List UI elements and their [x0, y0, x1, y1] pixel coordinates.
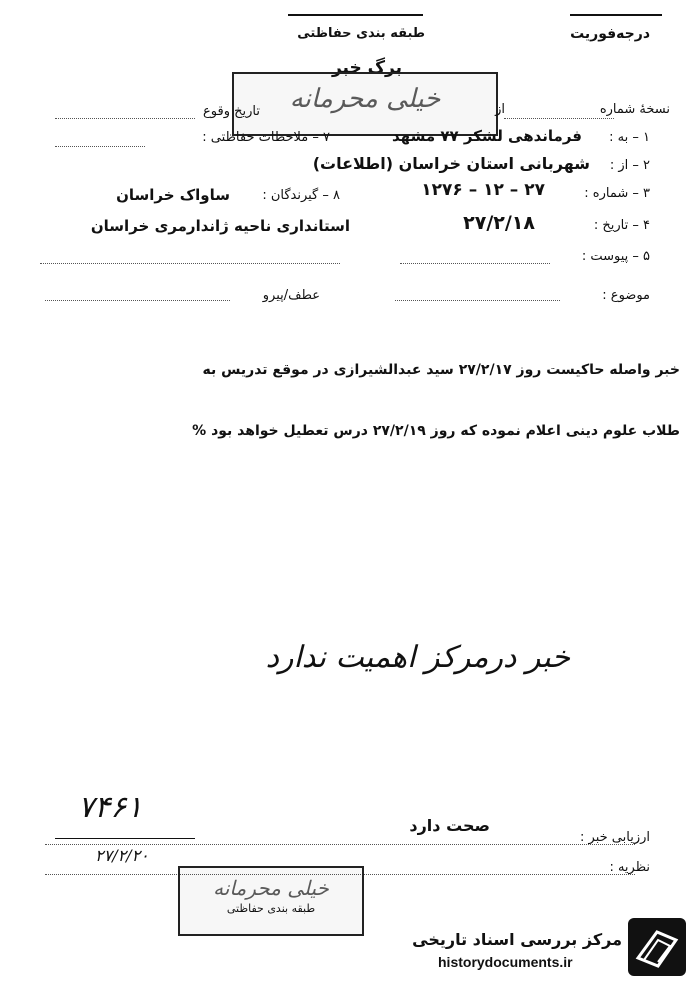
handwritten-initials: ۲۷/۲/۲۰: [95, 846, 149, 865]
reference-line: [45, 300, 230, 301]
attachment-line-left: [40, 263, 340, 264]
from-label: ۲ – از :: [609, 158, 650, 173]
watermark-logo-icon: [628, 918, 686, 976]
reference-label: عطف/پیرو: [262, 288, 320, 303]
stamp-bottom-text: خیلی محرمانه: [213, 876, 329, 900]
date-value: ۲۷/۲/۱۸: [463, 212, 535, 234]
attachment-line: [400, 263, 550, 264]
classification-stamp-bottom: [178, 866, 364, 936]
subject-label: موضوع :: [602, 288, 650, 303]
security-notes-line: [55, 146, 145, 147]
number-value: ۲۷ – ۱۲ – ۱۲۷۶: [421, 180, 545, 200]
copy-number-prefix: از: [495, 102, 505, 117]
classification-label: طبقه بندی حفاظتی: [297, 26, 425, 41]
handwritten-note: خبر درمرکز اهمیت ندارد: [265, 640, 570, 675]
book-logo-icon: [628, 918, 686, 976]
urgency-label: درجه‌فوریت: [570, 26, 650, 42]
top-rule-right: [570, 14, 662, 16]
date-of-event-line: [55, 118, 195, 119]
evaluation-line: [45, 844, 635, 845]
watermark-site: historydocuments.ir: [438, 954, 573, 970]
opinion-label: نظریه :: [609, 860, 650, 875]
stamp-top-text: خیلی محرمانه: [289, 84, 441, 114]
to-value: فرماندهی لشکر ۷۷ مشهد: [392, 127, 582, 145]
number-label: ۳ – شماره :: [584, 186, 650, 201]
recipients-label: ۸ – گیرندگان :: [262, 188, 340, 203]
subject-line: [395, 300, 560, 301]
evaluation-label: ارزیابی خبر :: [580, 830, 650, 845]
copy-number-label: نسخهٔ شماره: [599, 102, 670, 117]
copy-number-line: [504, 118, 614, 119]
evaluation-value: صحت دارد: [409, 816, 490, 835]
to-label: ۱ – به :: [609, 130, 650, 145]
handwritten-number: ۷۴۶۱: [78, 790, 143, 825]
footer-divider: [55, 838, 195, 839]
top-rule-center: [288, 14, 423, 16]
watermark-org-name: مرکز بررسی اسناد تاریخی: [412, 930, 622, 949]
recipients-value: ساواک خراسان: [116, 186, 230, 204]
body-line-2: طلاب علوم دینی اعلام نموده که روز ۲۷/۲/۱۹ درس تعطیل خواهد بود %: [192, 423, 680, 439]
date-label: ۴ – تاریخ :: [593, 218, 650, 233]
stamp-classification-label: طبقه بندی حفاظتی: [226, 902, 316, 915]
security-notes-label: ۷ – ملاحظات حفاظتی :: [202, 130, 330, 145]
from-value: شهربانی استان خراسان (اطلاعات): [312, 154, 590, 173]
page-title: برگ خبر: [331, 58, 402, 78]
recipients-value-2: استانداری ناحیه ژاندارمری خراسان: [90, 217, 350, 235]
attachment-label: ۵ – پیوست :: [581, 249, 650, 264]
date-of-event-label: تاریخ وقوع: [203, 104, 260, 119]
body-line-1: خبر واصله حاکیست روز ۲۷/۲/۱۷ سید عبدالشیرازی در موقع تدریس به: [202, 362, 680, 378]
